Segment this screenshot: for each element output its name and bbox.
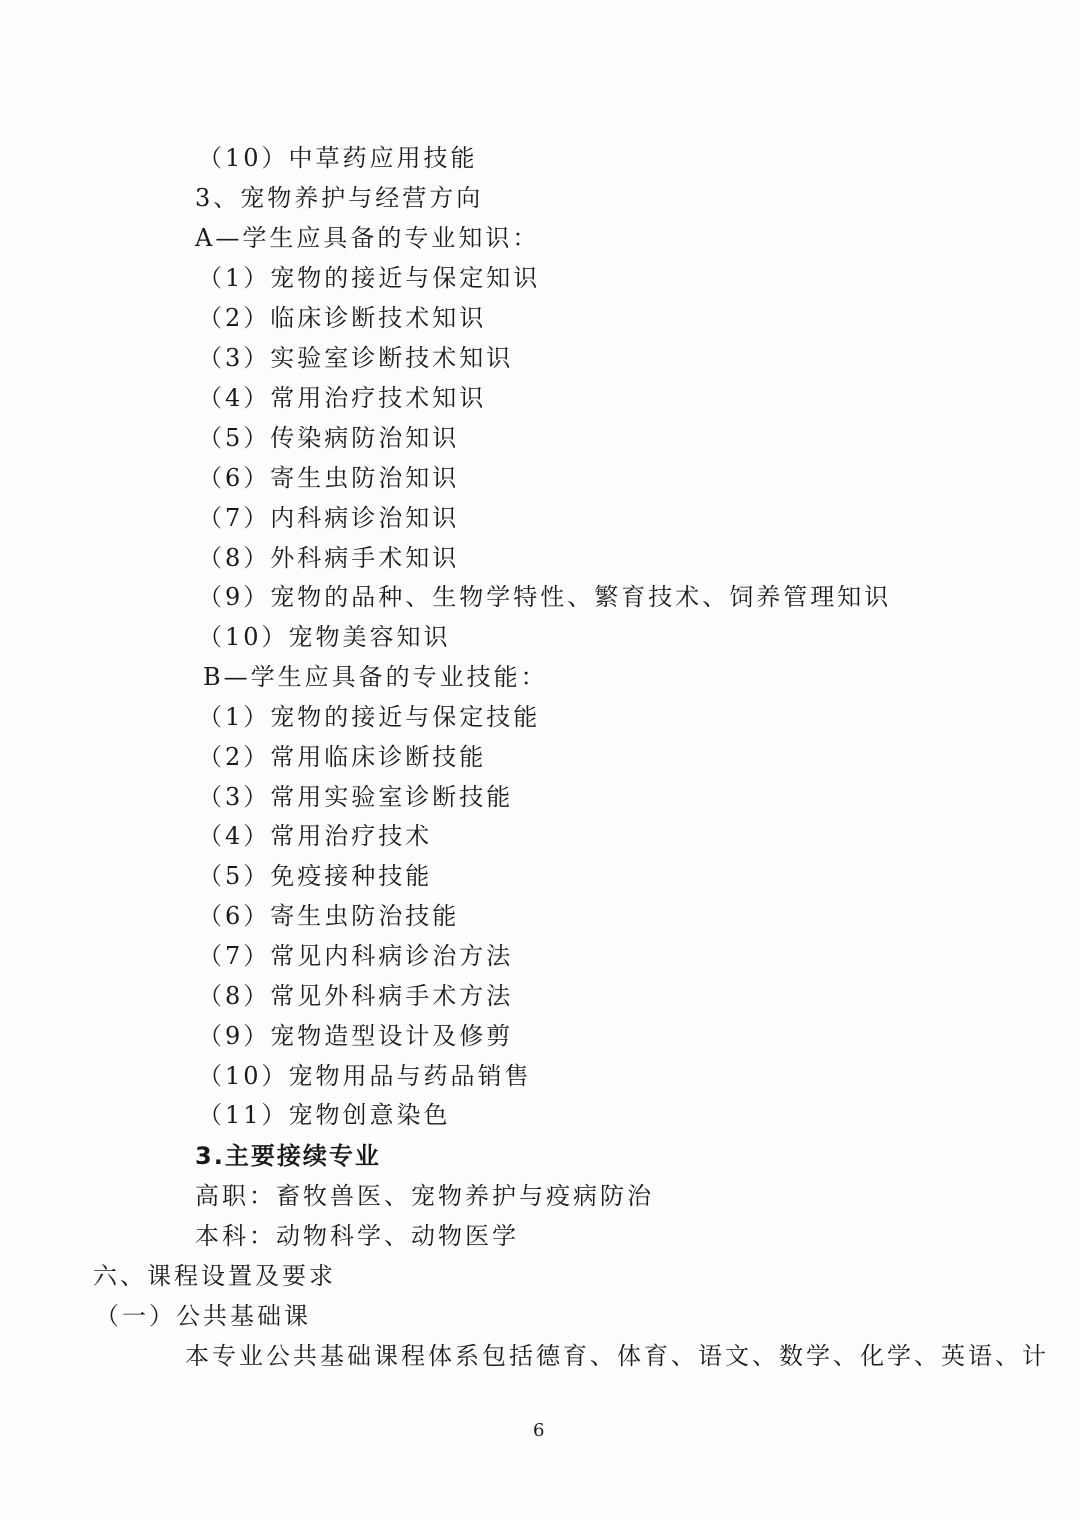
knowledge-item-1: （1）宠物的接近与保定知识: [198, 264, 541, 292]
skill-item-5: （5）免疫接种技能: [198, 862, 433, 890]
skill-item-4: （4）常用治疗技术: [198, 822, 433, 850]
skill-item-1: （1）宠物的接近与保定技能: [198, 703, 541, 731]
knowledge-item-4: （4）常用治疗技术知识: [198, 384, 487, 412]
page-number: 6: [533, 1420, 545, 1441]
knowledge-item-10: （10）宠物美容知识: [198, 623, 451, 651]
knowledge-item-7: （7）内科病诊治知识: [198, 504, 460, 532]
knowledge-heading: A—学生应具备的专业知识：: [195, 224, 540, 252]
knowledge-item-5: （5）传染病防治知识: [198, 424, 460, 452]
skill-item-7: （7）常见内科病诊治方法: [198, 942, 514, 970]
skill-item-10: （10）中草药应用技能: [198, 144, 478, 172]
knowledge-item-6: （6）寄生虫防治知识: [198, 464, 460, 492]
higher-vocational-majors: 高职：畜牧兽医、宠物养护与疫病防治: [195, 1182, 654, 1210]
skill-item-10-sales: （10）宠物用品与药品销售: [198, 1062, 532, 1090]
knowledge-item-8: （8）外科病手术知识: [198, 544, 460, 572]
skills-heading: B—学生应具备的专业技能：: [203, 663, 548, 691]
section-heading-pet-care: 3、宠物养护与经营方向: [195, 184, 484, 212]
skill-item-6: （6）寄生虫防治技能: [198, 902, 460, 930]
knowledge-item-9: （9）宠物的品种、生物学特性、繁育技术、饲养管理知识: [198, 583, 892, 611]
skill-item-8: （8）常见外科病手术方法: [198, 982, 514, 1010]
continuation-majors-heading: 3.主要接续专业: [195, 1142, 381, 1170]
chapter-heading-curriculum: 六、课程设置及要求: [93, 1262, 336, 1290]
undergraduate-majors: 本科：动物科学、动物医学: [195, 1222, 519, 1250]
knowledge-item-2: （2）临床诊断技术知识: [198, 304, 487, 332]
skill-item-9: （9）宠物造型设计及修剪: [198, 1022, 514, 1050]
subsection-heading-public-courses: （一）公共基础课: [95, 1302, 311, 1330]
body-paragraph: 本专业公共基础课程体系包括德育、体育、语文、数学、化学、英语、计: [185, 1342, 1049, 1370]
skill-item-3: （3）常用实验室诊断技能: [198, 783, 514, 811]
skill-item-2: （2）常用临床诊断技能: [198, 743, 487, 771]
knowledge-item-3: （3）实验室诊断技术知识: [198, 344, 514, 372]
skill-item-11: （11）宠物创意染色: [198, 1101, 451, 1129]
